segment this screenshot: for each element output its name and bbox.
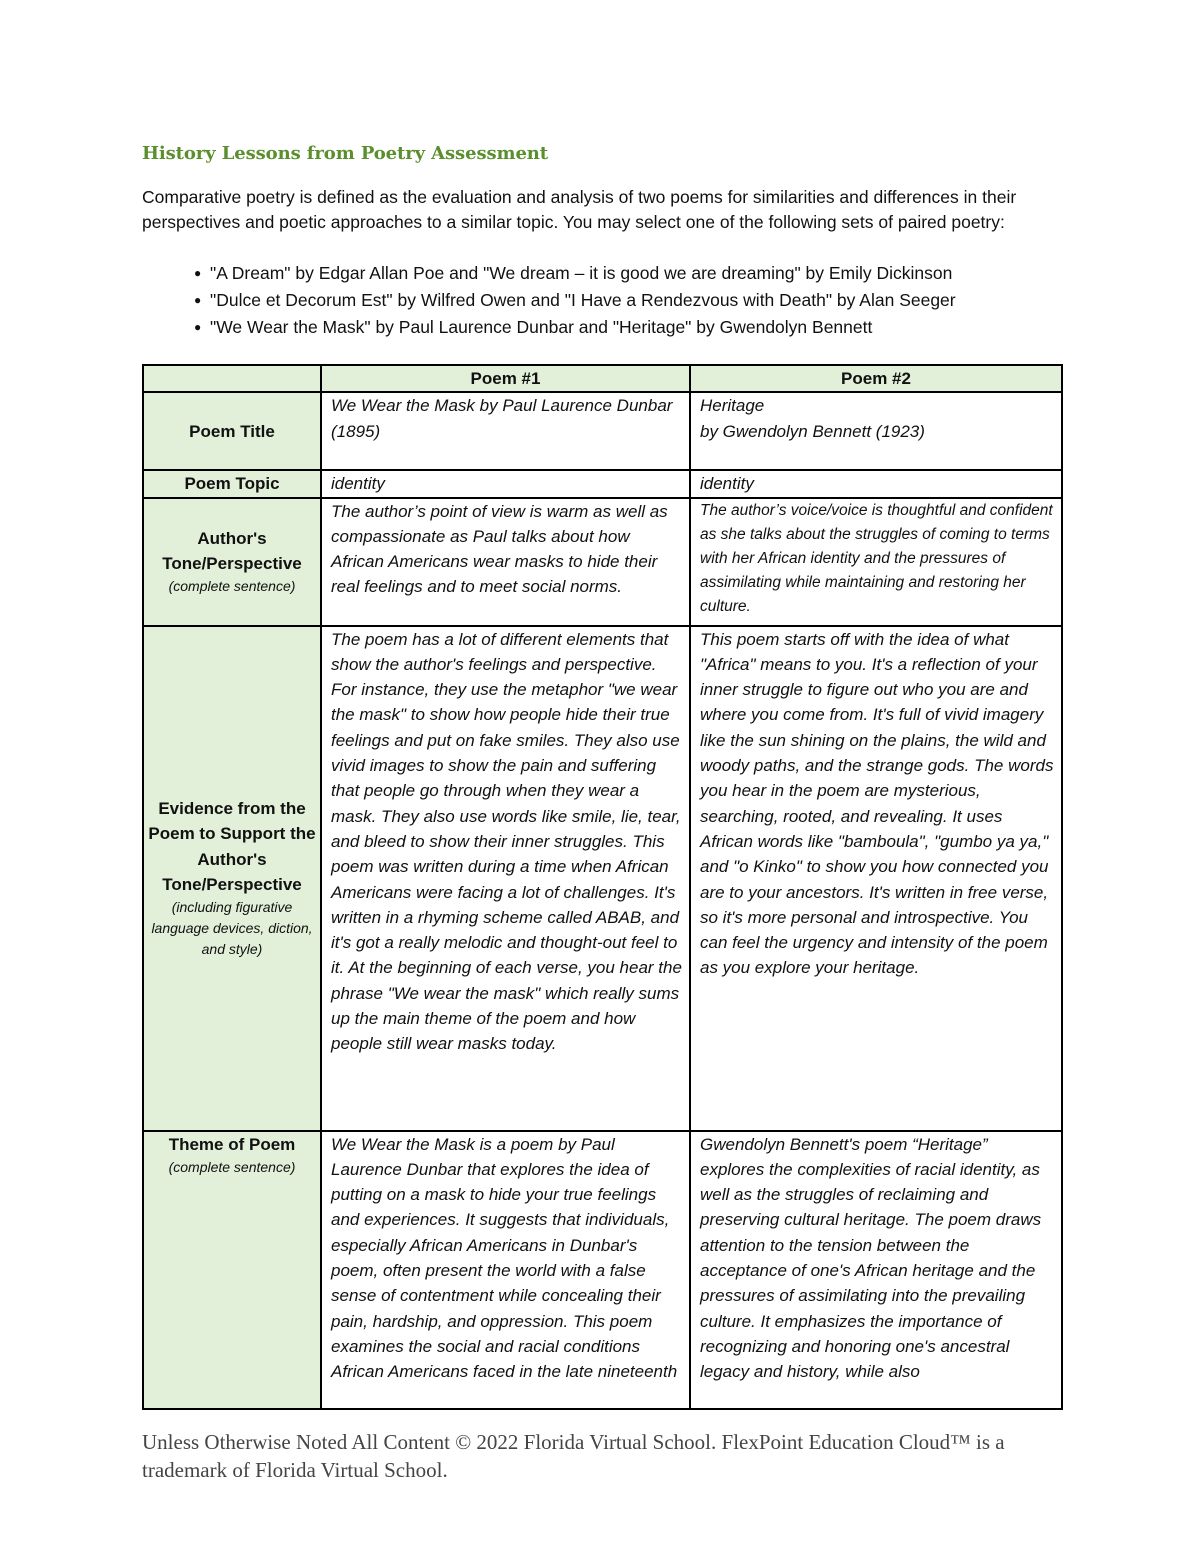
row-label-sub: (complete sentence) — [168, 1158, 296, 1175]
table-row — [143, 470, 1062, 497]
poem-pairs-list — [194, 260, 956, 341]
row-label-topic: Poem Topic — [143, 470, 321, 497]
poem1-theme: We Wear the Mask is a poem by Paul Laurence Dunbar that explores the idea of putting on a mask to hide your true feelings and experiences. It suggests that individuals, especially African Americans in Dunbar's poem, often present the world with a false sense of contentment while concealing their pain, hardship, and oppression. This poem examines the social and racial conditions African Americans faced in the late nineteenth — [321, 1131, 690, 1409]
poem2-topic: identity — [690, 470, 1062, 497]
poem1-tone: The author’s point of view is warm as well as compassionate as Paul talks about how African Americans wear masks to hide their real feelings and to meet social norms. — [321, 498, 690, 626]
row-label-theme — [143, 1131, 321, 1409]
poem1-evidence: The poem has a lot of different elements that show the author's feelings and perspective. For instance, they use the metaphor "we wear the mask" to show how people hide their true feelings and put on fake smiles. They also use vivid images to show the pain and suffering that people go through when they wear a mask. They also use words like smile, lie, tear, and bleed to show their inner struggles. This poem was written during a time when African Americans were facing a lot of challenges. It's written in a rhyming scheme called ABAB, and it's got a really melodic and thought-out feel to it. At the beginning of each verse, you hear the phrase "We wear the mask" which really sums up the main theme of the poem and how people still wear masks today. — [321, 626, 690, 1131]
table-row — [143, 392, 1062, 470]
copyright-footer: Unless Otherwise Noted All Content © 2022 Florida Virtual School. FlexPoint Education Cloud™ is a trademark of Florida Virtual School. — [142, 1430, 1005, 1482]
row-label-text: Theme of Poem — [168, 1134, 296, 1154]
row-label-evidence — [143, 626, 321, 1131]
bullet-icon: ● — [194, 266, 202, 280]
table-row — [143, 626, 1062, 1131]
poem1-topic: identity — [321, 470, 690, 497]
row-label-sub: (including figurative language devices, diction, and style) — [151, 899, 313, 958]
pair-text: "We Wear the Mask" by Paul Laurence Dunbar and "Heritage" by Gwendolyn Bennett — [210, 317, 873, 337]
row-label-sub: (complete sentence) — [168, 578, 296, 595]
list-item — [194, 260, 956, 287]
row-label-tone — [143, 498, 321, 626]
pair-text: "Dulce et Decorum Est" by Wilfred Owen and "I Have a Rendezvous with Death" by Alan Seeger — [210, 290, 956, 310]
header-poem2: Poem #2 — [690, 365, 1062, 392]
poem2-evidence: This poem starts off with the idea of what "Africa" means to you. It's a reflection of your inner struggle to figure out who you are and where you come from. It's full of vivid imagery like the sun shining on the plains, the wild and woody paths, and the strange gods. The words you hear in the poem are mysterious, searching, rooted, and revealing. It uses African words like "bamboula", "gumbo ya ya," and "o Kinko" to show you how connected you are to your ancestors. It's written in free verse, so it's more personal and introspective. You can feel the urgency and intensity of the poem as you explore your heritage. — [690, 626, 1062, 1131]
bullet-icon: ● — [194, 293, 202, 307]
poem2-theme: Gwendolyn Bennett's poem “Heritage” explores the complexities of racial identity, as well as the struggles of reclaiming and preserving cultural heritage. The poem draws attention to the tension between the acceptance of one's African heritage and the pressures of assimilating into the prevailing culture. It emphasizes the importance of recognizing and honoring one's ancestral legacy and history, while also — [690, 1131, 1062, 1409]
list-item — [194, 314, 956, 341]
pair-text: "A Dream" by Edgar Allan Poe and "We dream – it is good we are dreaming" by Emily Dickinson — [210, 263, 953, 283]
poem1-title: We Wear the Mask by Paul Laurence Dunbar (1895) — [321, 392, 690, 470]
intro-paragraph: Comparative poetry is defined as the evaluation and analysis of two poems for similarities and differences in their perspectives and poetic approaches to a similar topic. You may select one of the following sets of paired poetry: — [142, 187, 1017, 232]
poem2-tone: The author’s voice/voice is thoughtful and confident as she talks about the struggles of coming to terms with her African identity and the pressures of assimilating while maintaining and restoring her culture. — [690, 498, 1062, 626]
comparison-table — [142, 364, 1063, 1410]
poem2-title: Heritage by Gwendolyn Bennett (1923) — [690, 392, 1062, 470]
corner-cell — [143, 365, 321, 392]
list-item — [194, 287, 956, 314]
table-row — [143, 498, 1062, 626]
table-row — [143, 1131, 1062, 1409]
page-title: History Lessons from Poetry Assessment — [142, 143, 549, 164]
header-poem1: Poem #1 — [321, 365, 690, 392]
bullet-icon: ● — [194, 320, 202, 334]
table-header-row — [143, 365, 1062, 392]
row-label-text: Evidence from the Poem to Support the Author's Tone/Perspective — [148, 799, 316, 894]
row-label-text: Author's Tone/Perspective — [162, 528, 302, 574]
row-label-title: Poem Title — [143, 392, 321, 470]
